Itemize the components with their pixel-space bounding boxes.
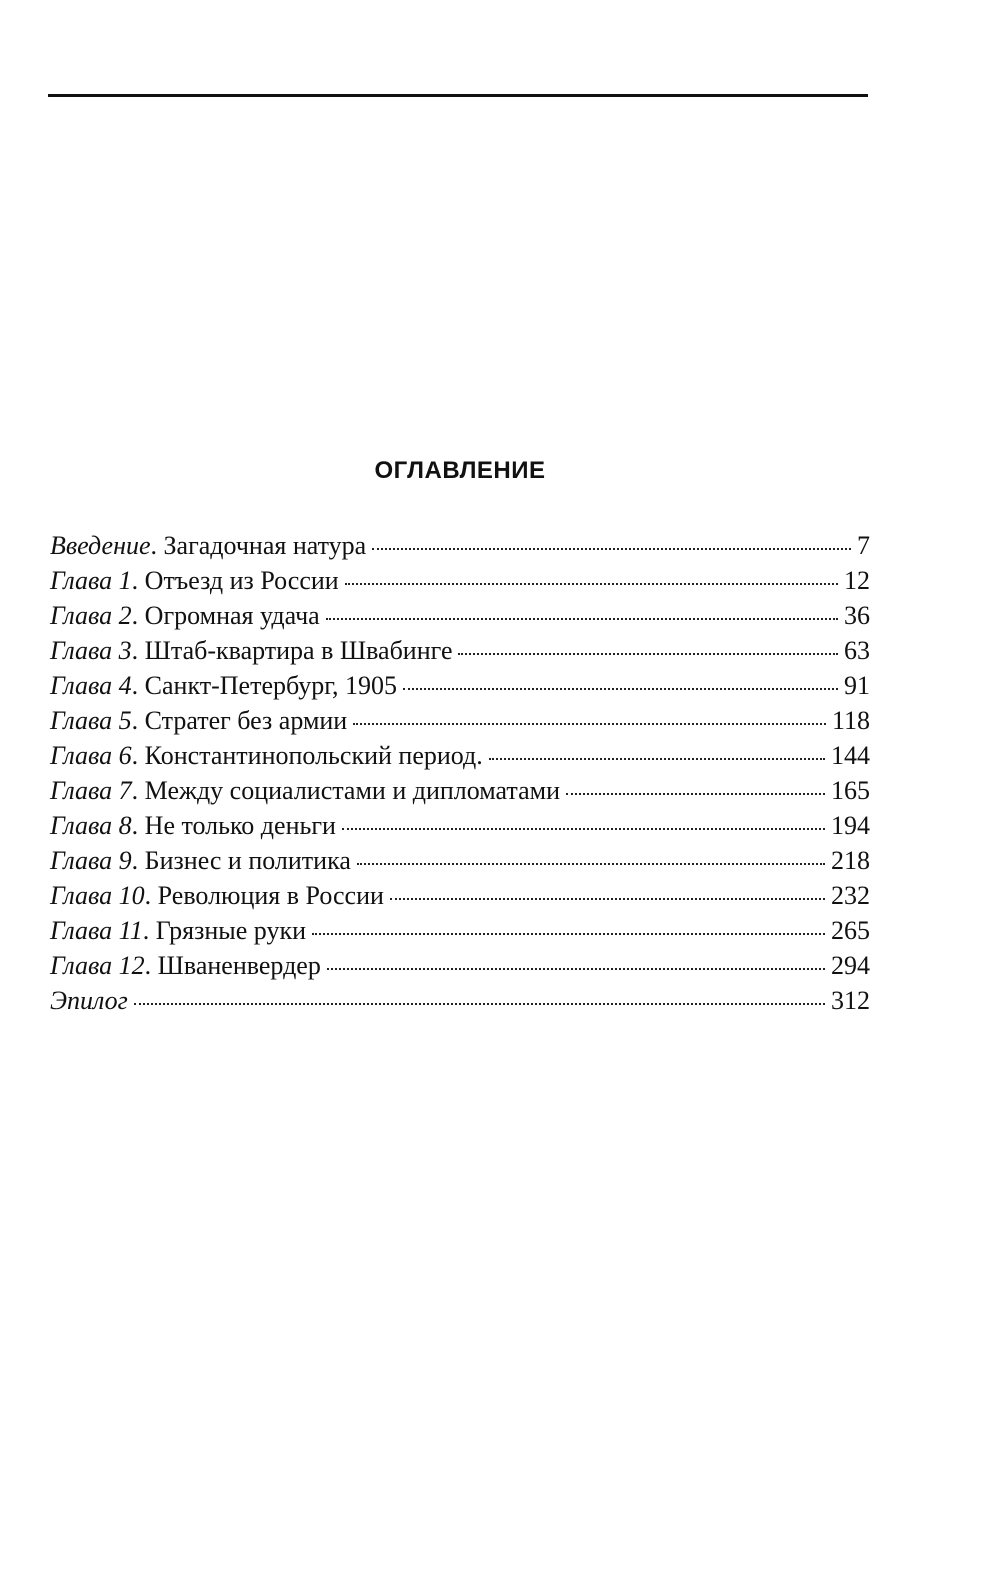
toc-entry-title: Огромная удача: [144, 601, 320, 630]
toc-entry[interactable]: [50, 633, 870, 668]
toc-entry-separator: .: [131, 636, 145, 665]
toc-entry[interactable]: [50, 948, 870, 983]
toc-entry-label: Глава 2: [50, 601, 132, 630]
toc-entry[interactable]: [50, 738, 870, 773]
toc-entry-label: Глава 10: [50, 881, 145, 910]
toc-entry-separator: .: [131, 811, 145, 840]
toc-entry-title: Загадочная натура: [163, 531, 367, 560]
toc-entry-page: 144: [831, 741, 870, 770]
toc-entry[interactable]: [50, 913, 870, 948]
dot-leader: [345, 583, 838, 585]
toc-entry-separator: .: [142, 916, 156, 945]
toc-entry[interactable]: [50, 843, 870, 878]
toc-entry-label: Глава 1: [50, 566, 132, 595]
toc-entry-label: Глава 3: [50, 636, 132, 665]
toc-entry-title: Между социалистами и дипломатами: [144, 776, 561, 805]
dot-leader: [566, 793, 825, 795]
toc-entry-separator: .: [150, 531, 164, 560]
toc-entry[interactable]: [50, 598, 870, 633]
toc-title: ОГЛАВЛЕНИЕ: [374, 457, 546, 484]
toc-entry-separator: .: [131, 741, 145, 770]
toc-entry-page: 63: [844, 636, 870, 665]
toc-entry-title: Революция в России: [157, 881, 384, 910]
toc-entry-page: 312: [831, 986, 870, 1015]
toc-entry-separator: .: [144, 881, 158, 910]
dot-leader: [489, 758, 825, 760]
toc-entry-separator: .: [131, 671, 145, 700]
dot-leader: [458, 653, 838, 655]
toc-entry-label: Глава 7: [50, 776, 132, 805]
toc-entry[interactable]: [50, 668, 870, 703]
toc-entry-title: Грязные руки: [155, 916, 306, 945]
toc-entry-title: Не только деньги: [144, 811, 336, 840]
toc-entry-label: Глава 6: [50, 741, 132, 770]
toc-entry-page: 218: [831, 846, 870, 875]
toc-entry-title: Бизнес и политика: [144, 846, 351, 875]
toc-entry-label: Эпилог: [50, 986, 128, 1015]
toc-entry-page: 91: [844, 671, 870, 700]
toc-entry-separator: .: [131, 706, 145, 735]
toc-entry-page: 7: [857, 531, 870, 560]
toc-entry-separator: .: [131, 601, 145, 630]
toc-entry-separator: .: [131, 566, 145, 595]
dot-leader: [357, 863, 825, 865]
toc-entry[interactable]: [50, 773, 870, 808]
dot-leader: [353, 723, 826, 725]
toc-entry[interactable]: [50, 983, 870, 1018]
toc-entry-label: Введение: [50, 531, 151, 560]
toc-entry-title: Стратег без армии: [144, 706, 348, 735]
toc-entry-label: Глава 8: [50, 811, 132, 840]
dot-leader: [342, 828, 825, 830]
dot-leader: [134, 1003, 825, 1005]
toc-entry-page: 12: [844, 566, 870, 595]
toc-entry-page: 232: [831, 881, 870, 910]
header-rule: [48, 94, 868, 97]
toc-entry-page: 165: [831, 776, 870, 805]
toc-entry-page: 118: [831, 706, 870, 735]
toc-list: [50, 528, 870, 1018]
toc-entry[interactable]: [50, 703, 870, 738]
toc-entry-title: Штаб-квартира в Швабинге: [144, 636, 453, 665]
dot-leader: [403, 688, 838, 690]
dot-leader: [312, 933, 825, 935]
toc-entry-title: Санкт-Петербург, 1905: [144, 671, 397, 700]
toc-entry-label: Глава 5: [50, 706, 132, 735]
toc-entry-page: 294: [831, 951, 870, 980]
toc-entry[interactable]: [50, 878, 870, 913]
toc-entry[interactable]: [50, 528, 870, 563]
dot-leader: [327, 968, 825, 970]
toc-entry[interactable]: [50, 808, 870, 843]
toc-entry-page: 36: [844, 601, 870, 630]
dot-leader: [390, 898, 825, 900]
toc-entry-title: Константинопольский период.: [144, 741, 483, 770]
dot-leader: [326, 618, 838, 620]
toc-entry-page: 265: [831, 916, 870, 945]
toc-entry-title: Шваненвердер: [157, 951, 321, 980]
toc-entry-label: Глава 12: [50, 951, 145, 980]
toc-entry-label: Глава 9: [50, 846, 132, 875]
toc-entry-separator: .: [131, 776, 145, 805]
toc-entry-separator: .: [131, 846, 145, 875]
toc-entry[interactable]: [50, 563, 870, 598]
toc-entry-label: Глава 11: [50, 916, 143, 945]
dot-leader: [372, 548, 851, 550]
toc-entry-label: Глава 4: [50, 671, 132, 700]
toc-entry-separator: .: [144, 951, 158, 980]
toc-entry-title: Отъезд из России: [144, 566, 339, 595]
toc-entry-page: 194: [831, 811, 870, 840]
